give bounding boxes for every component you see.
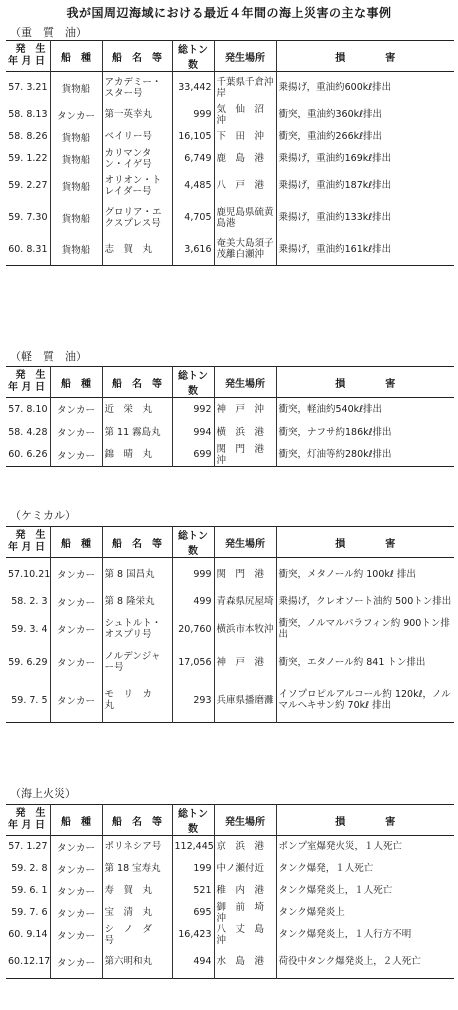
cell-place: 八 丈 島 沖 xyxy=(214,924,276,946)
cell-ship: ノルデンジャー号 xyxy=(102,646,172,679)
incident-table xyxy=(6,526,454,723)
header-type: 船 種 xyxy=(50,805,102,836)
cell-date: 57.10.21 xyxy=(8,568,51,580)
table-header-row xyxy=(6,527,454,558)
cell-date: 59. 3. 4 xyxy=(11,623,48,635)
table-row xyxy=(6,924,454,946)
header-type: 船 種 xyxy=(50,41,102,72)
header-damage: 損 害 xyxy=(276,805,454,836)
cell-date: 59. 2. 8 xyxy=(11,863,48,874)
cell-place: 水 島 港 xyxy=(214,946,276,979)
cell-ship: グロリア・エクスプレス号 xyxy=(102,202,172,234)
table-row xyxy=(6,880,454,902)
header-date-bottom: 年 月 日 xyxy=(8,382,45,393)
cell-ship: アカデミー・スター号 xyxy=(102,72,172,104)
cell-ship: 第 8 国昌丸 xyxy=(102,558,172,591)
cell-ship: モ リ カ 丸 xyxy=(102,679,172,723)
header-place: 発生場所 xyxy=(214,41,276,72)
header-place: 発生場所 xyxy=(214,367,276,398)
cell-type: 貨物船 xyxy=(50,170,102,202)
cell-damage: 衝突，メタノール約 100kℓ 排出 xyxy=(276,558,454,591)
cell-tonnage: 6,749 xyxy=(172,148,214,170)
header-date-top: 発 生 xyxy=(15,370,46,381)
header-place: 発生場所 xyxy=(214,527,276,558)
table-row xyxy=(6,170,454,202)
header-damage: 損 害 xyxy=(276,41,454,72)
header-date-top: 発 生 xyxy=(15,530,46,541)
cell-type: タンカー xyxy=(50,836,102,858)
cell-damage: タンク爆発炎上 xyxy=(276,902,454,924)
cell-tonnage: 999 xyxy=(172,558,214,591)
cell-date: 60. 6.26 xyxy=(8,449,48,461)
cell-date: 58. 8.13 xyxy=(8,109,48,120)
header-place: 発生場所 xyxy=(214,805,276,836)
table-row xyxy=(6,421,454,444)
cell-place: 関 門 港 xyxy=(214,558,276,591)
cell-damage: 乗揚げ，重油約187kℓ排出 xyxy=(276,170,454,202)
cell-type: 貨物船 xyxy=(50,234,102,266)
cell-tonnage: 699 xyxy=(172,444,214,467)
cell-date: 59. 7.30 xyxy=(8,212,48,223)
table-row xyxy=(6,126,454,148)
cell-damage: 乗揚げ，クレオソート油約 500トン排出 xyxy=(276,591,454,613)
cell-type: 貨物船 xyxy=(50,72,102,104)
incident-table xyxy=(6,804,454,979)
cell-tonnage: 499 xyxy=(172,591,214,613)
page-title: 我が国周辺海域における最近４年間の海上災害の主な事例 xyxy=(66,6,392,20)
cell-date: 60. 9.14 xyxy=(8,929,48,940)
cell-type: 貨物船 xyxy=(50,202,102,234)
cell-type: タンカー xyxy=(50,902,102,924)
cell-tonnage: 3,616 xyxy=(172,234,214,266)
cell-date: 57. 3.21 xyxy=(8,82,48,94)
cell-type: タンカー xyxy=(50,858,102,880)
cell-type: タンカー xyxy=(50,646,102,679)
cell-type: タンカー xyxy=(50,880,102,902)
header-date-top: 発 生 xyxy=(15,808,46,819)
cell-place: 青森県尻屋埼 xyxy=(214,591,276,613)
header-date xyxy=(6,805,50,836)
cell-type: タンカー xyxy=(50,104,102,126)
cell-tonnage: 999 xyxy=(172,104,214,126)
cell-damage: ポンプ室爆発火災，１人死亡 xyxy=(276,836,454,858)
table-row xyxy=(6,202,454,234)
table-row xyxy=(6,444,454,467)
cell-damage: 荷役中タンク爆発炎上，２人死亡 xyxy=(276,946,454,979)
cell-ship: 宝 清 丸 xyxy=(102,902,172,924)
cell-ship: 錦 晴 丸 xyxy=(102,444,172,467)
cell-date: 58. 4.28 xyxy=(8,426,48,438)
cell-damage: 乗揚げ，重油約600kℓ排出 xyxy=(276,72,454,104)
cell-tonnage: 293 xyxy=(172,679,214,723)
incident-table xyxy=(6,40,454,266)
table-row xyxy=(6,558,454,591)
cell-tonnage: 199 xyxy=(172,858,214,880)
header-ship: 船 名 等 xyxy=(102,527,172,558)
cell-place: 御 前 埼 沖 xyxy=(214,902,276,924)
table-row xyxy=(6,836,454,858)
table-row xyxy=(6,946,454,979)
table-row xyxy=(6,234,454,266)
cell-ship: 第一英幸丸 xyxy=(102,104,172,126)
cell-damage: 乗揚げ，重油約169kℓ排出 xyxy=(276,148,454,170)
cell-place: 中ノ瀬付近 xyxy=(214,858,276,880)
cell-date: 59. 1.22 xyxy=(8,153,48,164)
cell-tonnage: 4,485 xyxy=(172,170,214,202)
header-damage: 損 害 xyxy=(276,367,454,398)
cell-place: 関 門 港 沖 xyxy=(214,444,276,467)
cell-damage: 衝突，灯油等約280kℓ排出 xyxy=(276,444,454,467)
table-row xyxy=(6,646,454,679)
cell-date: 59. 7. 6 xyxy=(11,907,48,918)
cell-date: 60.12.17 xyxy=(8,956,51,968)
cell-tonnage: 4,705 xyxy=(172,202,214,234)
cell-place: 稚 内 港 xyxy=(214,880,276,902)
section-label: （ケミカル） xyxy=(10,509,76,522)
cell-date: 59. 6. 1 xyxy=(11,885,48,896)
cell-type: タンカー xyxy=(50,421,102,444)
cell-damage: タンク爆発炎上，１人行方不明 xyxy=(276,924,454,946)
cell-damage: 衝突，エタノール約 841 トン排出 xyxy=(276,646,454,679)
cell-place: 神 戸 沖 xyxy=(214,398,276,421)
cell-type: タンカー xyxy=(50,444,102,467)
cell-date: 58. 2. 3 xyxy=(11,596,48,607)
cell-place: 神 戸 港 xyxy=(214,646,276,679)
cell-type: タンカー xyxy=(50,924,102,946)
cell-date: 59. 2.27 xyxy=(8,180,48,191)
cell-date: 58. 8.26 xyxy=(8,131,48,142)
header-tonnage: 総トン数 xyxy=(172,41,214,72)
header-ship: 船 名 等 xyxy=(102,367,172,398)
cell-ship: ベイリー号 xyxy=(102,126,172,148)
cell-date: 60. 8.31 xyxy=(8,243,48,255)
cell-ship: 第 18 宝寿丸 xyxy=(102,858,172,880)
cell-place: 鹿児島県硫黄島港 xyxy=(214,202,276,234)
section-label: （軽 質 油） xyxy=(10,350,87,363)
header-date-bottom: 年 月 日 xyxy=(8,820,45,831)
cell-type: タンカー xyxy=(50,946,102,979)
cell-ship: シ ノ ダ 号 xyxy=(102,924,172,946)
table-row xyxy=(6,613,454,646)
cell-ship: オリオン・トレイダー号 xyxy=(102,170,172,202)
table-row xyxy=(6,591,454,613)
header-tonnage: 総トン数 xyxy=(172,805,214,836)
cell-type: タンカー xyxy=(50,558,102,591)
cell-tonnage: 112,445 xyxy=(172,836,214,858)
table-row xyxy=(6,858,454,880)
table-header-row xyxy=(6,367,454,398)
cell-place: 奄美大島須子茂離白瀬沖 xyxy=(214,234,276,266)
cell-damage: イソプロピルアルコール約 120kℓ，ノルマルヘキサン約 70kℓ 排出 xyxy=(276,679,454,723)
cell-type: タンカー xyxy=(50,591,102,613)
table-row xyxy=(6,72,454,104)
cell-place: 千葉県千倉沖岸 xyxy=(214,72,276,104)
cell-place: 下 田 沖 xyxy=(214,126,276,148)
table-row xyxy=(6,104,454,126)
cell-place: 八 戸 港 xyxy=(214,170,276,202)
cell-ship: 第六明和丸 xyxy=(102,946,172,979)
cell-tonnage: 16,105 xyxy=(172,126,214,148)
header-damage: 損 害 xyxy=(276,527,454,558)
cell-tonnage: 695 xyxy=(172,902,214,924)
cell-tonnage: 17,056 xyxy=(172,646,214,679)
cell-tonnage: 33,442 xyxy=(172,72,214,104)
cell-tonnage: 20,760 xyxy=(172,613,214,646)
header-tonnage: 総トン数 xyxy=(172,527,214,558)
table-row xyxy=(6,679,454,723)
cell-damage: タンク爆発，１人死亡 xyxy=(276,858,454,880)
cell-date: 59. 6.29 xyxy=(8,656,48,668)
cell-damage: 衝突，ナフサ約186kℓ排出 xyxy=(276,421,454,444)
header-type: 船 種 xyxy=(50,367,102,398)
cell-type: タンカー xyxy=(50,613,102,646)
cell-tonnage: 521 xyxy=(172,880,214,902)
cell-type: タンカー xyxy=(50,398,102,421)
header-date xyxy=(6,367,50,398)
cell-damage: 乗揚げ，重油約133kℓ排出 xyxy=(276,202,454,234)
table-row xyxy=(6,398,454,421)
cell-damage: 乗揚げ，重油約161kℓ排出 xyxy=(276,234,454,266)
header-date-bottom: 年 月 日 xyxy=(8,56,45,67)
header-ship: 船 名 等 xyxy=(102,805,172,836)
table-row xyxy=(6,148,454,170)
cell-tonnage: 994 xyxy=(172,421,214,444)
cell-date: 57. 1.27 xyxy=(8,841,48,853)
cell-ship: 近 栄 丸 xyxy=(102,398,172,421)
cell-place: 横浜市本牧沖 xyxy=(214,613,276,646)
cell-damage: 衝突，軽油約540kℓ排出 xyxy=(276,398,454,421)
header-type: 船 種 xyxy=(50,527,102,558)
cell-ship: 志 賀 丸 xyxy=(102,234,172,266)
header-date-bottom: 年 月 日 xyxy=(8,542,45,553)
cell-place: 京 浜 港 xyxy=(214,836,276,858)
cell-date: 59. 7. 5 xyxy=(11,694,48,706)
table-header-row xyxy=(6,41,454,72)
cell-ship: シュトルト・オスプリ号 xyxy=(102,613,172,646)
section-label: （重 質 油） xyxy=(10,26,87,39)
cell-damage: 衝突，重油約360kℓ排出 xyxy=(276,104,454,126)
cell-tonnage: 494 xyxy=(172,946,214,979)
header-tonnage: 総トン数 xyxy=(172,367,214,398)
cell-place: 横 浜 港 xyxy=(214,421,276,444)
cell-ship: 第 8 隆栄丸 xyxy=(102,591,172,613)
cell-tonnage: 16,423 xyxy=(172,924,214,946)
cell-type: 貨物船 xyxy=(50,148,102,170)
cell-ship: カリマンタン・イゲ号 xyxy=(102,148,172,170)
cell-place: 兵庫県播磨灘 xyxy=(214,679,276,723)
header-date xyxy=(6,41,50,72)
cell-ship: 第 11 霧島丸 xyxy=(102,421,172,444)
cell-damage: 衝突，重油約266kℓ排出 xyxy=(276,126,454,148)
cell-date: 57. 8.10 xyxy=(8,403,48,415)
cell-damage: タンク爆発炎上，１人死亡 xyxy=(276,880,454,902)
cell-ship: ポリネシア号 xyxy=(102,836,172,858)
header-date-top: 発 生 xyxy=(15,44,46,55)
header-date xyxy=(6,527,50,558)
incident-table xyxy=(6,366,454,467)
cell-place: 鹿 島 港 xyxy=(214,148,276,170)
cell-place: 気 仙 沼 沖 xyxy=(214,104,276,126)
table-row xyxy=(6,902,454,924)
table-header-row xyxy=(6,805,454,836)
cell-ship: 寿 賀 丸 xyxy=(102,880,172,902)
cell-damage: 衝突，ノルマルパラフィン約 900トン排出 xyxy=(276,613,454,646)
header-ship: 船 名 等 xyxy=(102,41,172,72)
section-label: （海上火災） xyxy=(10,787,76,800)
cell-type: タンカー xyxy=(50,679,102,723)
cell-tonnage: 992 xyxy=(172,398,214,421)
cell-type: 貨物船 xyxy=(50,126,102,148)
